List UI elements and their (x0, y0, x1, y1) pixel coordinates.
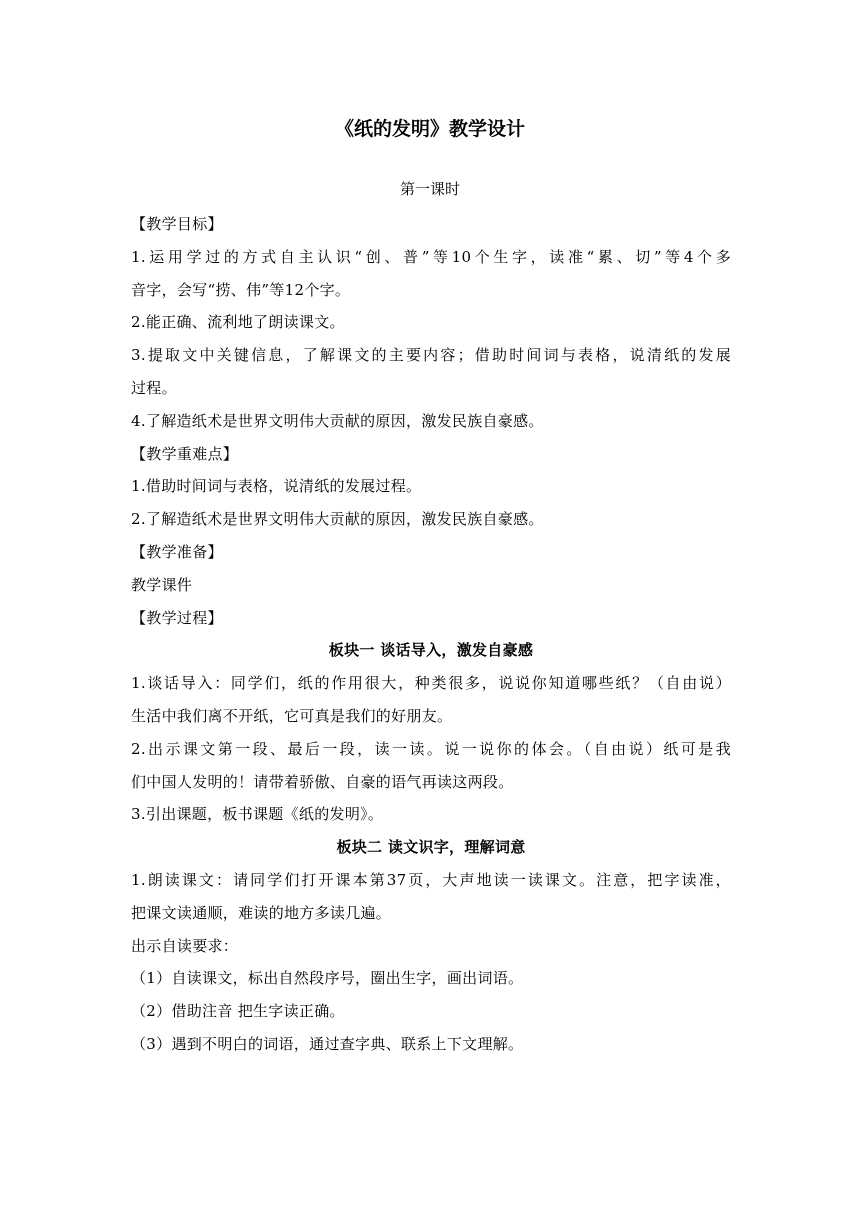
paragraph-line: 教学课件 (131, 575, 193, 594)
heading-teaching-goals: 【教学目标】 (131, 215, 223, 233)
document-title: 《纸的发明》教学设计 (334, 118, 525, 140)
section-heading-2: 板块二 读文识字，理解词意 (336, 838, 526, 857)
heading-process: 【教学过程】 (131, 608, 223, 627)
paragraph-line: 1.谈话导入：同学们，纸的作用很大，种类很多，说说你知道哪些纸？（自由说） (131, 674, 731, 693)
paragraph-line: 4.了解造纸术是世界文明伟大贡献的原因，激发民族自豪感。 (131, 411, 544, 430)
section-heading-1: 板块一 谈话导入，激发自豪感 (328, 641, 534, 660)
paragraph-line: 1.借助时间词与表格，说清纸的发展过程。 (131, 477, 422, 496)
paragraph-line: 2.出示课文第一段、最后一段，读一读。说一说你的体会。（自由说）纸可是我 (131, 739, 731, 758)
paragraph-line: 3.提取文中关键信息，了解课文的主要内容；借助时间词与表格，说清纸的发展 (131, 346, 731, 365)
paragraph-line: 2.能正确、流利地了朗读课文。 (131, 313, 345, 332)
paragraph-line: 1.运用学过的方式自主认识“创、普”等10个生字，读准“累、切”等4个多 (131, 247, 731, 266)
paragraph-line: 2.了解造纸术是世界文明伟大贡献的原因，激发民族自豪感。 (131, 510, 544, 529)
paragraph-line: 们中国人发明的！请带着骄傲、自豪的语气再读这两段。 (131, 772, 514, 791)
list-item: （3）遇到不明白的词语，通过查字典、联系上下文理解。 (131, 1034, 524, 1053)
list-item: （1）自读课文，标出自然段序号，圈出生字，画出词语。 (131, 969, 524, 988)
paragraph-line: 生活中我们离不开纸，它可真是我们的好朋友。 (131, 706, 453, 725)
paragraph-line: 3.引出课题，板书课题《纸的发明》。 (131, 805, 384, 824)
paragraph-line: 1.朗读课文：请同学们打开课本第37页，大声地读一读课文。注意，把字读准， (131, 870, 731, 889)
heading-key-points: 【教学重难点】 (131, 444, 239, 463)
paragraph-line: 过程。 (131, 378, 177, 397)
paragraph-line: 把课文读通顺，难读的地方多读几遍。 (131, 903, 392, 922)
paragraph-line: 出示自读要求： (131, 936, 239, 955)
paragraph-line: 音字，会写“捞、伟”等12个字。 (131, 280, 351, 299)
lesson-subtitle: 第一课时 (399, 180, 460, 198)
document-body (131, 208, 731, 1061)
heading-preparation: 【教学准备】 (131, 542, 223, 561)
list-item: （2）借助注音 把生字读正确。 (131, 1002, 345, 1021)
